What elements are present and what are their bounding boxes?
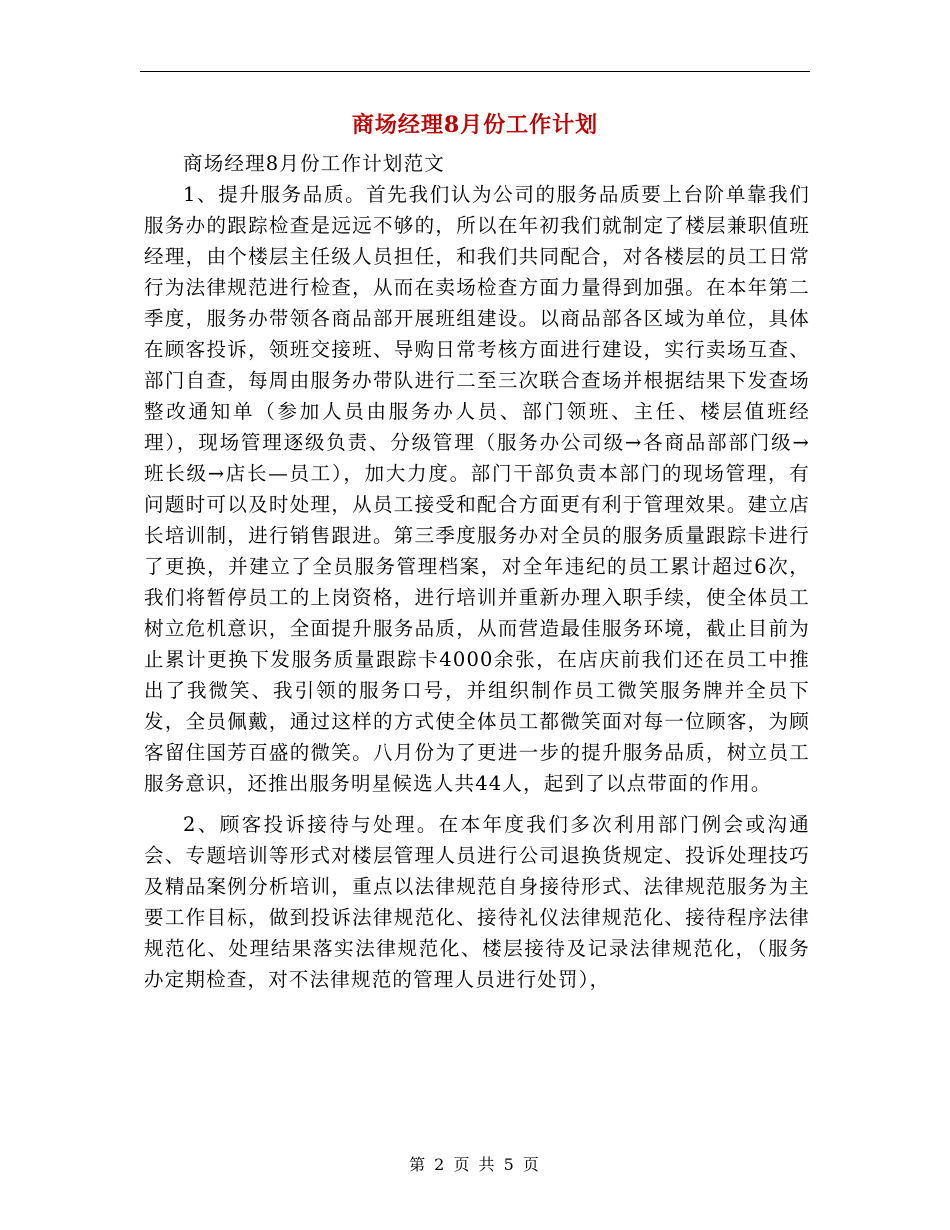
document-subtitle: 商场经理8月份工作计划范文	[183, 152, 446, 175]
document-body	[144, 148, 810, 1005]
document-title: 商场经理8月份工作计划	[351, 112, 599, 138]
paragraph-complaint-handling: 2、顾客投诉接待与处理。在本年度我们多次利用部门例会或沟通会、专题培训等形式对楼层管理人员进行公司退换货规定、投诉处理技巧及精品案例分析培训，重点以法律规范自身接待形式、法律规范服务为主要工作目标，做到投诉法律规范化、接待礼仪法律规范化、接待程序法律规范化、处理结果落实法律规范化、楼层接待及记录法律规范化，（服务办定期检查，对不法律规范的管理人员进行处罚），	[144, 813, 810, 991]
page-number: 第 2 页 共 5 页	[409, 1155, 541, 1174]
header-rule	[140, 71, 810, 72]
paragraph-service-quality: 1、提升服务品质。首先我们认为公司的服务品质要上台阶单靠我们服务办的跟踪检查是远远不够的，所以在年初我们就制定了楼层兼职值班经理，由个楼层主任级人员担任，和我们共同配合，对各楼层的员工日常行为法律规范进行检查，从而在卖场检查方面力量得到加强。在本年第二季度，服务办带领各商品部开展班组建设。以商品部各区域为单位，具体在顾客投诉，领班交接班、导购日常考核方面进行建设，实行卖场互查、部门自查，每周由服务办带队进行二至三次联合查场并根据结果下发查场整改通知单（参加人员由服务办人员、部门领班、主任、楼层值班经理），现场管理逐级负责、分级管理（服务办公司级→各商品部部门级→班长级→店长—员工），加大力度。部门干部负责本部门的现场管理，有问题时可以及时处理，从员工接受和配合方面更有利于管理效果。建立店长培训制，进行销售跟进。第三季度服务办对全员的服务质量跟踪卡进行了更换，并建立了全员服务管理档案，对全年违纪的员工累计超过6次，我们将暂停员工的上岗资格，进行培训并重新办理入职手续，使全体员工树立危机意识，全面提升服务品质，从而营造最佳服务环境，截止目前为止累计更换下发服务质量跟踪卡4000余张，在店庆前我们还在员工中推出了我微笑、我引领的服务口号，并组织制作员工微笑服务牌并全员下发，全员佩戴，通过这样的方式使全体员工都微笑面对每一位顾客，为顾客留住国芳百盛的微笑。八月份为了更进一步的提升服务品质，树立员工服务意识，还推出服务明星候选人共44人，起到了以点带面的作用。	[144, 183, 810, 795]
